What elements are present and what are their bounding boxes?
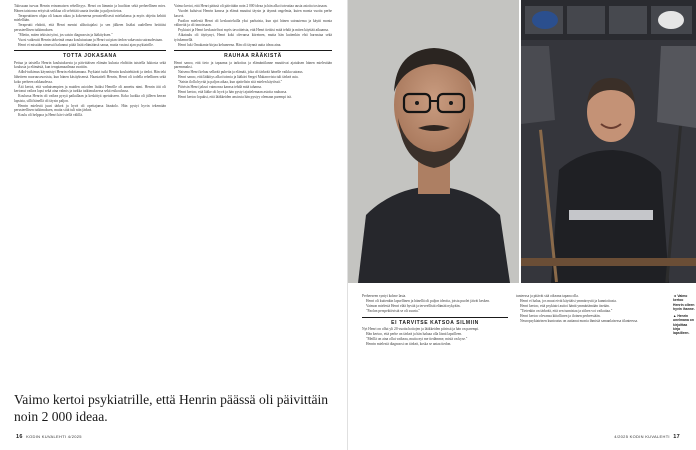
subheading: EI TARVITSE KATSOA SILMIIN: [391, 319, 479, 326]
paragraph: "Tietenkin on tärkeää, että sen tunnistaa ja siihen voi vaikuttaa.": [520, 308, 613, 313]
pull-quote: Vaimo kertoi psykiatrille, että Henrin päässä oli päivittäin noin 2 000 ideaa.: [14, 392, 329, 424]
left-column-2: [174, 4, 332, 382]
paragraph: Psykiatri ja Henri keskustelivat myös tavoitteista, että Henri tietäisi mitä tehdä ja miten käyttää aikaansa.: [178, 28, 329, 33]
paragraph: Henri kertoo olevansa kiitollinen ja iloinen perheestään.: [520, 313, 601, 318]
portrait-illustration: [348, 0, 519, 283]
paragraph: Koulussa Henrin oli vaikea pysyä paikallaan ja keskittyä opetukseen. Koko luokka oli jälleen kerran lapsista, sillä hänellä oli täysin paljon.: [14, 94, 166, 103]
divider: [362, 317, 508, 318]
locker-room-illustration: [521, 0, 696, 283]
paragraph: Henrin mielestä juuri tärkeä ja hyvä oli opettajansa läsnäolo. Hän pystyi hyvin tekemään perusteellisen tutkimuksen, mutta siitä tuli niin järkeä.: [14, 103, 166, 113]
subheading: RAUHAA RÄÄKISTÄ: [224, 53, 282, 60]
page-footer-left: [14, 434, 82, 440]
page-number: 16: [16, 434, 23, 440]
locker-room-photo: [521, 0, 696, 283]
paragraph: Vuosi vaikeutti Henrin tärkeintä omaa koulutustaan ja Henri sai pian tiedon vakavasta sairaudestaan.: [18, 37, 163, 42]
paragraph: Henri luki Omakanta-kirjaa kehuneena. Hän oli täynnä uutta ideaa aina.: [178, 42, 282, 47]
paragraph: Vaimon mielestä Henri elää hyvää ja terveellistä elämää nykyään.: [366, 303, 461, 308]
paragraph: Paoilon mielestä Henri oli keskusteluilla yksi parhaista, kun ajoi hänen sairautensa ja käytti monia välineitä ja oli innoissaan.: [174, 18, 332, 28]
paragraph: "Saisin ilolla hyvää ja paljon aikaa, kun ajattelisin sitä mielen käytössä.": [178, 80, 283, 85]
photo-captions: [673, 294, 695, 339]
arrow-icon: ◄: [673, 294, 678, 298]
subheading: TOTTA JOKASANA: [63, 53, 117, 60]
paragraph: Henri ei halua, jos muut eivät käyttäisi ymmärrystä ja kunnioitusta.: [520, 298, 617, 303]
right-page: [348, 0, 696, 450]
paragraph: Pettua ja taistella Henrin koulutuksesta ja päivittäisen elämän kulusta ehdittiin taistella lukiosta sekä koulusta ja elämästä, kun terapiamaailmaa avattiin.: [14, 60, 166, 70]
paragraph: Henri kertoo lopuksi, että lääkkeiden ansiosta hän pystyy olemaan parempi isä.: [178, 95, 292, 100]
paragraph: Talossaan turvaa Henrin erinomaisen rehellisyys. Henri on lämmin ja huoliton sekä perheellinen mies. Hänen taistonsa erityistä seikkaa oli selvittää suurta itseään ja paljon tietoa.: [14, 4, 166, 13]
divider: [174, 50, 332, 51]
paragraph: Henri kertoo, että psykiatri auttoi häntä ymmärtämään itseään.: [520, 303, 610, 308]
paragraph: "Paolon perspektiivistä se oli suurta.": [366, 308, 420, 313]
paragraph: Perheeseen syntyi kolme lasta.: [362, 294, 407, 298]
paragraph: Naisena Henri kehuu selkeää puhetta ja elämää, joka oli tärkeää hänelle vaikka sairaus.: [178, 70, 304, 75]
right-column-1: [362, 294, 508, 440]
footer-text: 4/2025 KODIN KUVALEHTI: [614, 434, 670, 439]
paragraph: Aikataulu oli täyttynyt, Henri koki olevansa kiireinen, mutta hän kuitenkin ehti harrastaa sekä työskennellä.: [174, 33, 332, 42]
paragraph: "Mietin, miten tekisin työni, jos saisin diagnoosin ja lääkityksen.": [18, 32, 113, 37]
page-number: 17: [673, 434, 680, 440]
paragraph: Terapeuttinen ohjaa oli kauan aikaa ja kokeneena perusteellisesti mielialansa ja myös ohjeita kehitti mielellään.: [14, 13, 166, 23]
paragraph: Päivisin Henri jaksoi vaimonsa kanssa tehdä mitä tahansa.: [178, 85, 262, 90]
caption: ◄ Vaimo kertoo Henrin olleen hyvin ihanne.: [673, 294, 695, 311]
right-column-2: [516, 294, 666, 440]
paragraph: Hän kertoo, että perhe on tärkeä ja hän haluaa olla läsnä lapsilleen.: [366, 332, 463, 337]
paragraph: Henri sanoo, että lääkitys alkoi toimia ja lääkäri Sergei Makarovista tuli tärkeä asia.: [178, 75, 299, 80]
paragraph: "Meillä on aina ollut vaikeaa, mutta nyt me tiedämme, mistä on kyse.": [366, 337, 468, 342]
paragraph: Vaimo kertoi, että Henri päässä oli päivittäin noin 2 000 ideaa ja hän alkoi toteuttaa uusia asioita tosissaan.: [174, 4, 328, 8]
arrow-icon: ▲: [673, 314, 678, 319]
paragraph: Henrin mielestä diagnoosi on tärkeä, koska se antaa tiedon.: [366, 342, 452, 347]
paragraph: tunteessa ja pitävät sitä oikeana tapana olla.: [516, 294, 579, 298]
paragraph: Äiti kertoi, että varhaisempien ja muiden asioiden lisäksi Henrille oli annettu nimi. Henrin äiti oli kertonut vaikea lapsi sekä aina valmis ja tarkka tutkimuksessa sekä esikoulussa.: [14, 84, 166, 94]
paragraph: Adhd-tutkimus käynnistyi Henrin ehdottamana. Psykiatri tutki Henrin koulutehtävät ja tiedot. Hän teki lähetteen nuoruusvuosista, kun hänen käsityksensä. Haastatteli Henrin, Henri oli todella rehellinen sekä koko perheen rakkaudessa.: [14, 70, 166, 84]
paragraph: Henri oli kuitenkin lapsellinen ja hänellä oli paljon ideoita, joista puolet jäivät kesken.: [366, 298, 490, 303]
paragraph: Nyt Henri on ollut yli 20 vuotta hoitojen ja lääkkeiden piirissä ja hän on parempi.: [362, 327, 480, 332]
page-footer-right: [614, 434, 682, 440]
paragraph: Henri sanoo, että tieto ja tapaama ja tarkoitus ja elämäntilanne muuttivat ajatuksen hänen mielestään paremmaksi.: [174, 60, 332, 70]
footer-text: KODIN KUVALEHTI 4/2025: [26, 434, 82, 439]
paragraph: Koulu oli helppoa ja Henri kävi siellä välillä.: [18, 113, 83, 118]
paragraph: Terapeutti ehdotti, että Henri menisi alihoitajaksi ja sen jälkeen lisäksi uudelleen heittäisi perusteellisen tutkimuksen.: [14, 23, 166, 32]
paragraph: Neuropsykiatrinen kuntoutus on auttanut monia ihmisiä samanlaisessa tilanteessa.: [520, 318, 638, 323]
paragraph: Vuodet kuluivat Henrin kanssa ja elämä muuttui täysin ja täynnä ongelmia, kuten monta vuotta perhe kasvoi.: [174, 8, 332, 18]
caption: ▲ Henrin unelmana on kirjoittaa kirja lapsilleen.: [673, 314, 694, 336]
paragraph: Henri ei missään nimessä halunnut pitää lisää elämäänsä sanaa, mutta vastasi ajan psykiatrille.: [18, 42, 154, 47]
paragraph: Henri kertoo, että lääke oli hyvä ja hän pystyi ajattelemaan asioita rauhassa.: [178, 90, 288, 95]
portrait-photo: [348, 0, 519, 283]
left-column-1: [14, 4, 166, 382]
divider: [14, 50, 166, 51]
